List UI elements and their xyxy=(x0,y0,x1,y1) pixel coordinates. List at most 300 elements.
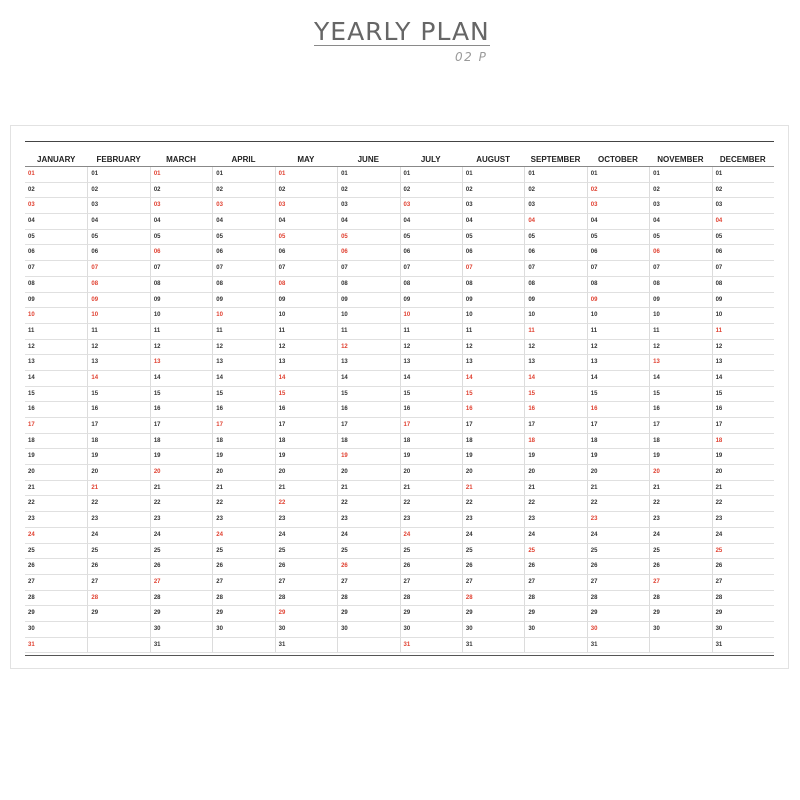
day-cell[interactable]: 09 xyxy=(150,293,212,309)
day-cell[interactable]: 16 xyxy=(25,402,87,418)
day-cell[interactable]: 06 xyxy=(150,245,212,261)
day-cell[interactable]: 20 xyxy=(524,465,586,481)
day-cell[interactable]: 24 xyxy=(87,528,149,544)
day-cell[interactable]: 05 xyxy=(649,230,711,246)
day-cell[interactable]: 22 xyxy=(87,496,149,512)
day-cell[interactable]: 24 xyxy=(587,528,649,544)
day-cell[interactable]: 16 xyxy=(150,402,212,418)
day-cell[interactable]: 13 xyxy=(524,355,586,371)
day-cell[interactable]: 24 xyxy=(712,528,774,544)
day-cell[interactable]: 01 xyxy=(25,167,87,183)
day-cell[interactable]: 04 xyxy=(25,214,87,230)
day-cell[interactable]: 28 xyxy=(150,591,212,607)
day-cell[interactable]: 09 xyxy=(712,293,774,309)
day-cell[interactable]: 08 xyxy=(212,277,274,293)
day-cell[interactable]: 03 xyxy=(712,198,774,214)
day-cell[interactable]: 25 xyxy=(649,544,711,560)
day-cell[interactable]: 18 xyxy=(337,434,399,450)
day-cell[interactable]: 30 xyxy=(462,622,524,638)
day-cell[interactable]: 04 xyxy=(524,214,586,230)
day-cell[interactable]: 15 xyxy=(212,387,274,403)
day-cell[interactable]: 20 xyxy=(587,465,649,481)
day-cell[interactable]: 30 xyxy=(275,622,337,638)
day-cell[interactable]: 02 xyxy=(649,183,711,199)
day-cell[interactable]: 03 xyxy=(275,198,337,214)
day-cell[interactable]: 03 xyxy=(400,198,462,214)
day-cell[interactable]: 17 xyxy=(87,418,149,434)
day-cell[interactable]: 03 xyxy=(87,198,149,214)
day-cell[interactable]: 25 xyxy=(400,544,462,560)
day-cell[interactable]: 27 xyxy=(400,575,462,591)
day-cell[interactable]: 07 xyxy=(462,261,524,277)
day-cell[interactable]: 09 xyxy=(649,293,711,309)
day-cell[interactable]: 05 xyxy=(400,230,462,246)
day-cell[interactable]: 10 xyxy=(275,308,337,324)
day-cell[interactable]: 07 xyxy=(212,261,274,277)
day-cell[interactable]: 09 xyxy=(337,293,399,309)
day-cell[interactable]: 16 xyxy=(337,402,399,418)
day-cell[interactable]: 18 xyxy=(212,434,274,450)
day-cell[interactable]: 01 xyxy=(524,167,586,183)
day-cell[interactable]: 31 xyxy=(400,638,462,654)
day-cell[interactable]: 24 xyxy=(400,528,462,544)
day-cell[interactable]: 01 xyxy=(649,167,711,183)
day-cell[interactable]: 28 xyxy=(587,591,649,607)
day-cell[interactable]: 21 xyxy=(649,481,711,497)
day-cell[interactable]: 11 xyxy=(587,324,649,340)
day-cell[interactable]: 20 xyxy=(462,465,524,481)
day-cell[interactable]: 03 xyxy=(649,198,711,214)
day-cell[interactable]: 22 xyxy=(587,496,649,512)
day-cell[interactable]: 29 xyxy=(462,606,524,622)
day-cell[interactable]: 26 xyxy=(712,559,774,575)
day-cell[interactable]: 26 xyxy=(524,559,586,575)
day-cell[interactable]: 25 xyxy=(87,544,149,560)
day-cell[interactable]: 13 xyxy=(337,355,399,371)
day-cell[interactable]: 19 xyxy=(337,449,399,465)
day-cell[interactable]: 17 xyxy=(524,418,586,434)
day-cell[interactable]: 12 xyxy=(25,340,87,356)
day-cell[interactable]: 25 xyxy=(25,544,87,560)
day-cell[interactable]: 15 xyxy=(462,387,524,403)
day-cell[interactable]: 06 xyxy=(587,245,649,261)
day-cell[interactable]: 21 xyxy=(275,481,337,497)
day-cell[interactable]: 11 xyxy=(337,324,399,340)
day-cell[interactable]: 29 xyxy=(524,606,586,622)
day-cell[interactable]: 11 xyxy=(87,324,149,340)
day-cell[interactable]: 18 xyxy=(275,434,337,450)
day-cell[interactable]: 17 xyxy=(212,418,274,434)
day-cell[interactable]: 27 xyxy=(275,575,337,591)
day-cell[interactable]: 08 xyxy=(524,277,586,293)
day-cell[interactable]: 18 xyxy=(25,434,87,450)
day-cell[interactable]: 25 xyxy=(524,544,586,560)
day-cell[interactable]: 26 xyxy=(587,559,649,575)
day-cell[interactable]: 27 xyxy=(462,575,524,591)
day-cell[interactable]: 14 xyxy=(587,371,649,387)
day-cell[interactable]: 07 xyxy=(87,261,149,277)
day-cell[interactable]: 27 xyxy=(524,575,586,591)
day-cell[interactable]: 07 xyxy=(524,261,586,277)
day-cell[interactable]: 11 xyxy=(649,324,711,340)
day-cell[interactable]: 23 xyxy=(587,512,649,528)
day-cell[interactable]: 08 xyxy=(275,277,337,293)
day-cell[interactable]: 16 xyxy=(87,402,149,418)
day-cell[interactable]: 25 xyxy=(462,544,524,560)
day-cell[interactable]: 07 xyxy=(400,261,462,277)
day-cell[interactable]: 19 xyxy=(524,449,586,465)
day-cell[interactable]: 21 xyxy=(462,481,524,497)
day-cell[interactable]: 25 xyxy=(212,544,274,560)
day-cell[interactable]: 29 xyxy=(587,606,649,622)
day-cell[interactable]: 01 xyxy=(337,167,399,183)
day-cell[interactable]: 30 xyxy=(337,622,399,638)
day-cell[interactable]: 28 xyxy=(337,591,399,607)
day-cell[interactable]: 19 xyxy=(712,449,774,465)
day-cell[interactable]: 05 xyxy=(337,230,399,246)
day-cell[interactable]: 15 xyxy=(150,387,212,403)
day-cell[interactable]: 22 xyxy=(400,496,462,512)
day-cell[interactable]: 04 xyxy=(400,214,462,230)
day-cell[interactable]: 08 xyxy=(87,277,149,293)
day-cell[interactable]: 12 xyxy=(712,340,774,356)
day-cell[interactable]: 10 xyxy=(524,308,586,324)
day-cell[interactable]: 17 xyxy=(649,418,711,434)
day-cell[interactable]: 12 xyxy=(649,340,711,356)
day-cell[interactable]: 08 xyxy=(649,277,711,293)
day-cell[interactable]: 10 xyxy=(337,308,399,324)
day-cell[interactable]: 23 xyxy=(87,512,149,528)
day-cell[interactable]: 28 xyxy=(275,591,337,607)
day-cell[interactable]: 01 xyxy=(712,167,774,183)
day-cell[interactable]: 24 xyxy=(275,528,337,544)
day-cell[interactable]: 11 xyxy=(275,324,337,340)
day-cell[interactable]: 09 xyxy=(212,293,274,309)
day-cell[interactable]: 02 xyxy=(275,183,337,199)
day-cell[interactable]: 14 xyxy=(212,371,274,387)
day-cell[interactable]: 31 xyxy=(712,638,774,654)
day-cell[interactable]: 14 xyxy=(649,371,711,387)
day-cell[interactable] xyxy=(337,638,399,654)
day-cell[interactable]: 24 xyxy=(150,528,212,544)
day-cell[interactable]: 08 xyxy=(587,277,649,293)
day-cell[interactable]: 19 xyxy=(587,449,649,465)
day-cell[interactable]: 14 xyxy=(25,371,87,387)
day-cell[interactable]: 10 xyxy=(25,308,87,324)
day-cell[interactable]: 09 xyxy=(462,293,524,309)
day-cell[interactable]: 04 xyxy=(587,214,649,230)
day-cell[interactable]: 25 xyxy=(275,544,337,560)
day-cell[interactable]: 10 xyxy=(587,308,649,324)
day-cell[interactable]: 05 xyxy=(25,230,87,246)
day-cell[interactable]: 27 xyxy=(212,575,274,591)
day-cell[interactable]: 30 xyxy=(524,622,586,638)
day-cell[interactable]: 05 xyxy=(587,230,649,246)
day-cell[interactable]: 23 xyxy=(462,512,524,528)
day-cell[interactable]: 16 xyxy=(587,402,649,418)
day-cell[interactable]: 21 xyxy=(337,481,399,497)
day-cell[interactable]: 25 xyxy=(587,544,649,560)
day-cell[interactable]: 05 xyxy=(275,230,337,246)
day-cell[interactable]: 22 xyxy=(649,496,711,512)
day-cell[interactable]: 17 xyxy=(150,418,212,434)
day-cell[interactable]: 22 xyxy=(462,496,524,512)
day-cell[interactable]: 19 xyxy=(462,449,524,465)
day-cell[interactable]: 10 xyxy=(712,308,774,324)
day-cell[interactable]: 15 xyxy=(712,387,774,403)
day-cell[interactable]: 10 xyxy=(212,308,274,324)
day-cell[interactable]: 02 xyxy=(87,183,149,199)
day-cell[interactable]: 20 xyxy=(400,465,462,481)
day-cell[interactable]: 13 xyxy=(462,355,524,371)
day-cell[interactable]: 03 xyxy=(150,198,212,214)
day-cell[interactable]: 30 xyxy=(712,622,774,638)
day-cell[interactable]: 09 xyxy=(275,293,337,309)
day-cell[interactable]: 17 xyxy=(462,418,524,434)
day-cell[interactable]: 06 xyxy=(337,245,399,261)
day-cell[interactable]: 16 xyxy=(212,402,274,418)
day-cell[interactable]: 13 xyxy=(649,355,711,371)
day-cell[interactable]: 08 xyxy=(400,277,462,293)
day-cell[interactable]: 01 xyxy=(462,167,524,183)
day-cell[interactable]: 13 xyxy=(712,355,774,371)
day-cell[interactable]: 24 xyxy=(25,528,87,544)
day-cell[interactable]: 27 xyxy=(337,575,399,591)
day-cell[interactable]: 18 xyxy=(712,434,774,450)
day-cell[interactable]: 11 xyxy=(400,324,462,340)
day-cell[interactable]: 06 xyxy=(212,245,274,261)
day-cell[interactable]: 01 xyxy=(150,167,212,183)
day-cell[interactable]: 15 xyxy=(524,387,586,403)
day-cell[interactable]: 15 xyxy=(275,387,337,403)
day-cell[interactable]: 14 xyxy=(712,371,774,387)
day-cell[interactable]: 14 xyxy=(524,371,586,387)
day-cell[interactable]: 05 xyxy=(524,230,586,246)
day-cell[interactable]: 19 xyxy=(400,449,462,465)
day-cell[interactable]: 23 xyxy=(275,512,337,528)
day-cell[interactable]: 18 xyxy=(649,434,711,450)
day-cell[interactable]: 27 xyxy=(150,575,212,591)
day-cell[interactable]: 17 xyxy=(587,418,649,434)
day-cell[interactable]: 24 xyxy=(337,528,399,544)
day-cell[interactable]: 01 xyxy=(587,167,649,183)
day-cell[interactable]: 29 xyxy=(649,606,711,622)
day-cell[interactable]: 31 xyxy=(150,638,212,654)
day-cell[interactable]: 01 xyxy=(212,167,274,183)
day-cell[interactable]: 12 xyxy=(524,340,586,356)
day-cell[interactable]: 20 xyxy=(337,465,399,481)
day-cell[interactable]: 20 xyxy=(25,465,87,481)
day-cell[interactable] xyxy=(87,622,149,638)
day-cell[interactable]: 25 xyxy=(150,544,212,560)
day-cell[interactable]: 28 xyxy=(462,591,524,607)
day-cell[interactable]: 20 xyxy=(649,465,711,481)
day-cell[interactable]: 26 xyxy=(337,559,399,575)
day-cell[interactable]: 09 xyxy=(25,293,87,309)
day-cell[interactable]: 09 xyxy=(87,293,149,309)
day-cell[interactable]: 28 xyxy=(87,591,149,607)
day-cell[interactable]: 08 xyxy=(462,277,524,293)
day-cell[interactable]: 12 xyxy=(587,340,649,356)
day-cell[interactable]: 13 xyxy=(275,355,337,371)
day-cell[interactable]: 05 xyxy=(712,230,774,246)
day-cell[interactable]: 10 xyxy=(400,308,462,324)
day-cell[interactable]: 13 xyxy=(587,355,649,371)
day-cell[interactable]: 30 xyxy=(150,622,212,638)
day-cell[interactable]: 29 xyxy=(712,606,774,622)
day-cell[interactable]: 12 xyxy=(212,340,274,356)
day-cell[interactable]: 23 xyxy=(337,512,399,528)
day-cell[interactable]: 11 xyxy=(212,324,274,340)
day-cell[interactable]: 04 xyxy=(712,214,774,230)
day-cell[interactable]: 29 xyxy=(400,606,462,622)
day-cell[interactable]: 15 xyxy=(25,387,87,403)
day-cell[interactable]: 14 xyxy=(400,371,462,387)
day-cell[interactable]: 11 xyxy=(462,324,524,340)
day-cell[interactable]: 12 xyxy=(150,340,212,356)
day-cell[interactable]: 28 xyxy=(212,591,274,607)
day-cell[interactable]: 06 xyxy=(25,245,87,261)
day-cell[interactable]: 26 xyxy=(25,559,87,575)
day-cell[interactable]: 14 xyxy=(87,371,149,387)
day-cell[interactable]: 18 xyxy=(400,434,462,450)
day-cell[interactable]: 15 xyxy=(400,387,462,403)
day-cell[interactable] xyxy=(212,638,274,654)
day-cell[interactable]: 03 xyxy=(25,198,87,214)
day-cell[interactable]: 22 xyxy=(524,496,586,512)
day-cell[interactable]: 30 xyxy=(587,622,649,638)
day-cell[interactable]: 06 xyxy=(649,245,711,261)
day-cell[interactable]: 30 xyxy=(25,622,87,638)
day-cell[interactable]: 24 xyxy=(212,528,274,544)
day-cell[interactable]: 23 xyxy=(649,512,711,528)
day-cell[interactable]: 20 xyxy=(712,465,774,481)
day-cell[interactable]: 12 xyxy=(87,340,149,356)
day-cell[interactable]: 07 xyxy=(712,261,774,277)
day-cell[interactable]: 15 xyxy=(337,387,399,403)
day-cell[interactable]: 11 xyxy=(524,324,586,340)
day-cell[interactable]: 30 xyxy=(212,622,274,638)
day-cell[interactable]: 04 xyxy=(337,214,399,230)
day-cell[interactable]: 24 xyxy=(524,528,586,544)
day-cell[interactable]: 18 xyxy=(524,434,586,450)
day-cell[interactable]: 13 xyxy=(87,355,149,371)
day-cell[interactable]: 11 xyxy=(25,324,87,340)
day-cell[interactable]: 17 xyxy=(337,418,399,434)
day-cell[interactable]: 15 xyxy=(587,387,649,403)
day-cell[interactable]: 31 xyxy=(587,638,649,654)
day-cell[interactable]: 04 xyxy=(150,214,212,230)
day-cell[interactable]: 12 xyxy=(275,340,337,356)
day-cell[interactable]: 17 xyxy=(25,418,87,434)
day-cell[interactable]: 05 xyxy=(87,230,149,246)
day-cell[interactable]: 04 xyxy=(87,214,149,230)
day-cell[interactable] xyxy=(649,638,711,654)
day-cell[interactable]: 26 xyxy=(87,559,149,575)
day-cell[interactable]: 28 xyxy=(649,591,711,607)
day-cell[interactable]: 18 xyxy=(150,434,212,450)
day-cell[interactable]: 22 xyxy=(275,496,337,512)
day-cell[interactable]: 07 xyxy=(275,261,337,277)
day-cell[interactable] xyxy=(87,638,149,654)
day-cell[interactable]: 03 xyxy=(337,198,399,214)
day-cell[interactable]: 19 xyxy=(275,449,337,465)
day-cell[interactable]: 03 xyxy=(212,198,274,214)
day-cell[interactable]: 08 xyxy=(337,277,399,293)
day-cell[interactable]: 16 xyxy=(400,402,462,418)
day-cell[interactable]: 21 xyxy=(150,481,212,497)
day-cell[interactable]: 19 xyxy=(212,449,274,465)
day-cell[interactable]: 19 xyxy=(150,449,212,465)
day-cell[interactable]: 10 xyxy=(87,308,149,324)
day-cell[interactable]: 28 xyxy=(25,591,87,607)
day-cell[interactable]: 27 xyxy=(87,575,149,591)
day-cell[interactable]: 07 xyxy=(587,261,649,277)
day-cell[interactable]: 29 xyxy=(337,606,399,622)
day-cell[interactable]: 23 xyxy=(400,512,462,528)
day-cell[interactable]: 24 xyxy=(462,528,524,544)
day-cell[interactable]: 11 xyxy=(150,324,212,340)
day-cell[interactable]: 25 xyxy=(712,544,774,560)
day-cell[interactable]: 05 xyxy=(150,230,212,246)
day-cell[interactable]: 19 xyxy=(25,449,87,465)
day-cell[interactable]: 29 xyxy=(87,606,149,622)
day-cell[interactable]: 10 xyxy=(649,308,711,324)
day-cell[interactable]: 26 xyxy=(212,559,274,575)
day-cell[interactable]: 28 xyxy=(712,591,774,607)
day-cell[interactable]: 11 xyxy=(712,324,774,340)
day-cell[interactable]: 31 xyxy=(25,638,87,654)
day-cell[interactable]: 02 xyxy=(462,183,524,199)
day-cell[interactable]: 29 xyxy=(212,606,274,622)
day-cell[interactable]: 04 xyxy=(462,214,524,230)
day-cell[interactable]: 17 xyxy=(275,418,337,434)
day-cell[interactable]: 07 xyxy=(25,261,87,277)
day-cell[interactable]: 06 xyxy=(87,245,149,261)
day-cell[interactable]: 10 xyxy=(150,308,212,324)
day-cell[interactable]: 04 xyxy=(212,214,274,230)
day-cell[interactable]: 21 xyxy=(25,481,87,497)
day-cell[interactable]: 22 xyxy=(212,496,274,512)
day-cell[interactable]: 28 xyxy=(524,591,586,607)
day-cell[interactable]: 27 xyxy=(25,575,87,591)
day-cell[interactable]: 12 xyxy=(400,340,462,356)
day-cell[interactable]: 21 xyxy=(212,481,274,497)
day-cell[interactable]: 21 xyxy=(712,481,774,497)
day-cell[interactable] xyxy=(524,638,586,654)
day-cell[interactable]: 24 xyxy=(649,528,711,544)
day-cell[interactable]: 18 xyxy=(587,434,649,450)
day-cell[interactable]: 26 xyxy=(400,559,462,575)
day-cell[interactable]: 26 xyxy=(150,559,212,575)
day-cell[interactable]: 13 xyxy=(400,355,462,371)
day-cell[interactable]: 09 xyxy=(524,293,586,309)
day-cell[interactable]: 16 xyxy=(524,402,586,418)
day-cell[interactable]: 22 xyxy=(712,496,774,512)
day-cell[interactable]: 03 xyxy=(524,198,586,214)
day-cell[interactable]: 14 xyxy=(150,371,212,387)
day-cell[interactable]: 23 xyxy=(212,512,274,528)
day-cell[interactable]: 14 xyxy=(275,371,337,387)
day-cell[interactable]: 07 xyxy=(649,261,711,277)
day-cell[interactable]: 06 xyxy=(712,245,774,261)
day-cell[interactable]: 21 xyxy=(524,481,586,497)
day-cell[interactable]: 02 xyxy=(712,183,774,199)
day-cell[interactable]: 20 xyxy=(87,465,149,481)
day-cell[interactable]: 14 xyxy=(337,371,399,387)
day-cell[interactable]: 07 xyxy=(150,261,212,277)
day-cell[interactable]: 17 xyxy=(400,418,462,434)
